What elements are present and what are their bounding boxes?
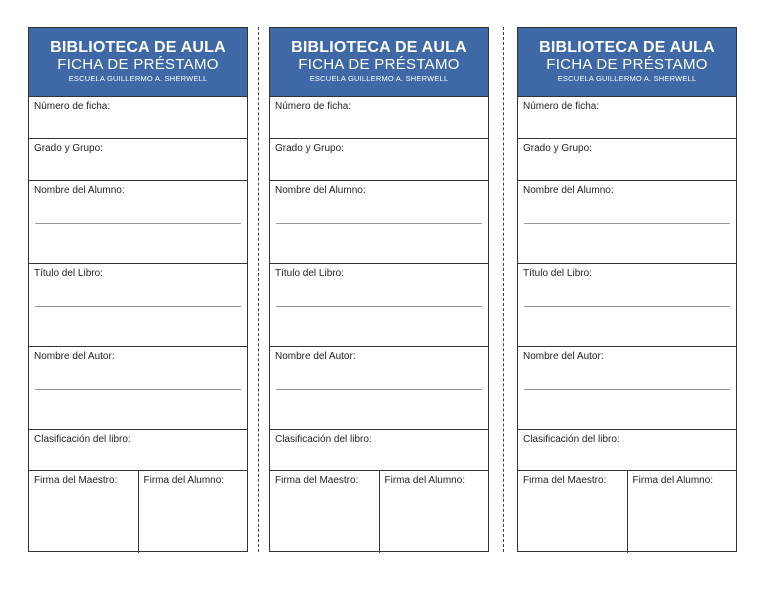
write-line xyxy=(35,223,241,224)
school-name: ESCUELA GUILLERMO A. SHERWELL xyxy=(68,74,208,83)
write-line xyxy=(524,389,730,390)
field-label: Grado y Grupo: xyxy=(275,143,344,154)
field-numero-ficha[interactable] xyxy=(29,97,247,139)
field-nombre-alumno[interactable] xyxy=(518,181,736,264)
field-firma-maestro[interactable] xyxy=(518,471,627,553)
field-label: Firma del Alumno: xyxy=(632,475,714,486)
write-line xyxy=(276,389,482,390)
field-firma-alumno[interactable] xyxy=(138,471,248,553)
card-title: BIBLIOTECA DE AULA xyxy=(539,39,715,56)
card-header xyxy=(270,28,488,97)
field-label: Firma del Maestro: xyxy=(275,475,359,486)
field-label: Grado y Grupo: xyxy=(523,143,592,154)
write-line xyxy=(35,389,241,390)
field-nombre-autor[interactable] xyxy=(29,347,247,430)
field-numero-ficha[interactable] xyxy=(270,97,488,139)
field-titulo-libro[interactable] xyxy=(518,264,736,347)
signature-row xyxy=(29,471,247,553)
field-label: Firma del Alumno: xyxy=(143,475,225,486)
field-label: Nombre del Alumno: xyxy=(34,185,125,196)
field-grado-grupo[interactable] xyxy=(29,139,247,181)
signature-row xyxy=(518,471,736,553)
field-label: Clasificación del libro: xyxy=(34,434,131,445)
field-clasificacion[interactable] xyxy=(29,430,247,471)
field-label: Firma del Maestro: xyxy=(34,475,118,486)
write-line xyxy=(276,223,482,224)
field-nombre-alumno[interactable] xyxy=(29,181,247,264)
field-label: Firma del Maestro: xyxy=(523,475,607,486)
field-nombre-autor[interactable] xyxy=(518,347,736,430)
field-firma-alumno[interactable] xyxy=(379,471,489,553)
field-label: Número de ficha: xyxy=(523,101,600,112)
card-title: BIBLIOTECA DE AULA xyxy=(50,39,226,56)
cut-line xyxy=(503,27,504,552)
write-line xyxy=(35,306,241,307)
loan-card xyxy=(269,27,489,552)
field-titulo-libro[interactable] xyxy=(270,264,488,347)
write-line xyxy=(276,306,482,307)
school-name: ESCUELA GUILLERMO A. SHERWELL xyxy=(557,74,697,83)
card-header xyxy=(29,28,247,97)
field-grado-grupo[interactable] xyxy=(270,139,488,181)
field-label: Nombre del Alumno: xyxy=(523,185,614,196)
write-line xyxy=(524,306,730,307)
loan-card xyxy=(28,27,248,552)
card-subtitle: FICHA DE PRÉSTAMO xyxy=(298,56,460,73)
field-firma-maestro[interactable] xyxy=(270,471,379,553)
signature-row xyxy=(270,471,488,553)
card-subtitle: FICHA DE PRÉSTAMO xyxy=(57,56,219,73)
field-nombre-autor[interactable] xyxy=(270,347,488,430)
field-clasificacion[interactable] xyxy=(270,430,488,471)
field-label: Firma del Alumno: xyxy=(384,475,466,486)
field-grado-grupo[interactable] xyxy=(518,139,736,181)
field-firma-maestro[interactable] xyxy=(29,471,138,553)
field-nombre-alumno[interactable] xyxy=(270,181,488,264)
school-name: ESCUELA GUILLERMO A. SHERWELL xyxy=(309,74,449,83)
field-label: Clasificación del libro: xyxy=(523,434,620,445)
field-label: Clasificación del libro: xyxy=(275,434,372,445)
field-label: Nombre del Autor: xyxy=(34,351,115,362)
field-label: Título del Libro: xyxy=(523,268,592,279)
field-titulo-libro[interactable] xyxy=(29,264,247,347)
field-label: Título del Libro: xyxy=(275,268,344,279)
field-label: Grado y Grupo: xyxy=(34,143,103,154)
field-firma-alumno[interactable] xyxy=(627,471,737,553)
loan-card xyxy=(517,27,737,552)
field-label: Nombre del Autor: xyxy=(523,351,604,362)
field-label: Nombre del Alumno: xyxy=(275,185,366,196)
field-numero-ficha[interactable] xyxy=(518,97,736,139)
card-title: BIBLIOTECA DE AULA xyxy=(291,39,467,56)
field-label: Número de ficha: xyxy=(275,101,352,112)
write-line xyxy=(524,223,730,224)
card-header xyxy=(518,28,736,97)
cut-line xyxy=(258,27,259,552)
field-label: Nombre del Autor: xyxy=(275,351,356,362)
field-label: Título del Libro: xyxy=(34,268,103,279)
field-clasificacion[interactable] xyxy=(518,430,736,471)
card-subtitle: FICHA DE PRÉSTAMO xyxy=(546,56,708,73)
field-label: Número de ficha: xyxy=(34,101,111,112)
